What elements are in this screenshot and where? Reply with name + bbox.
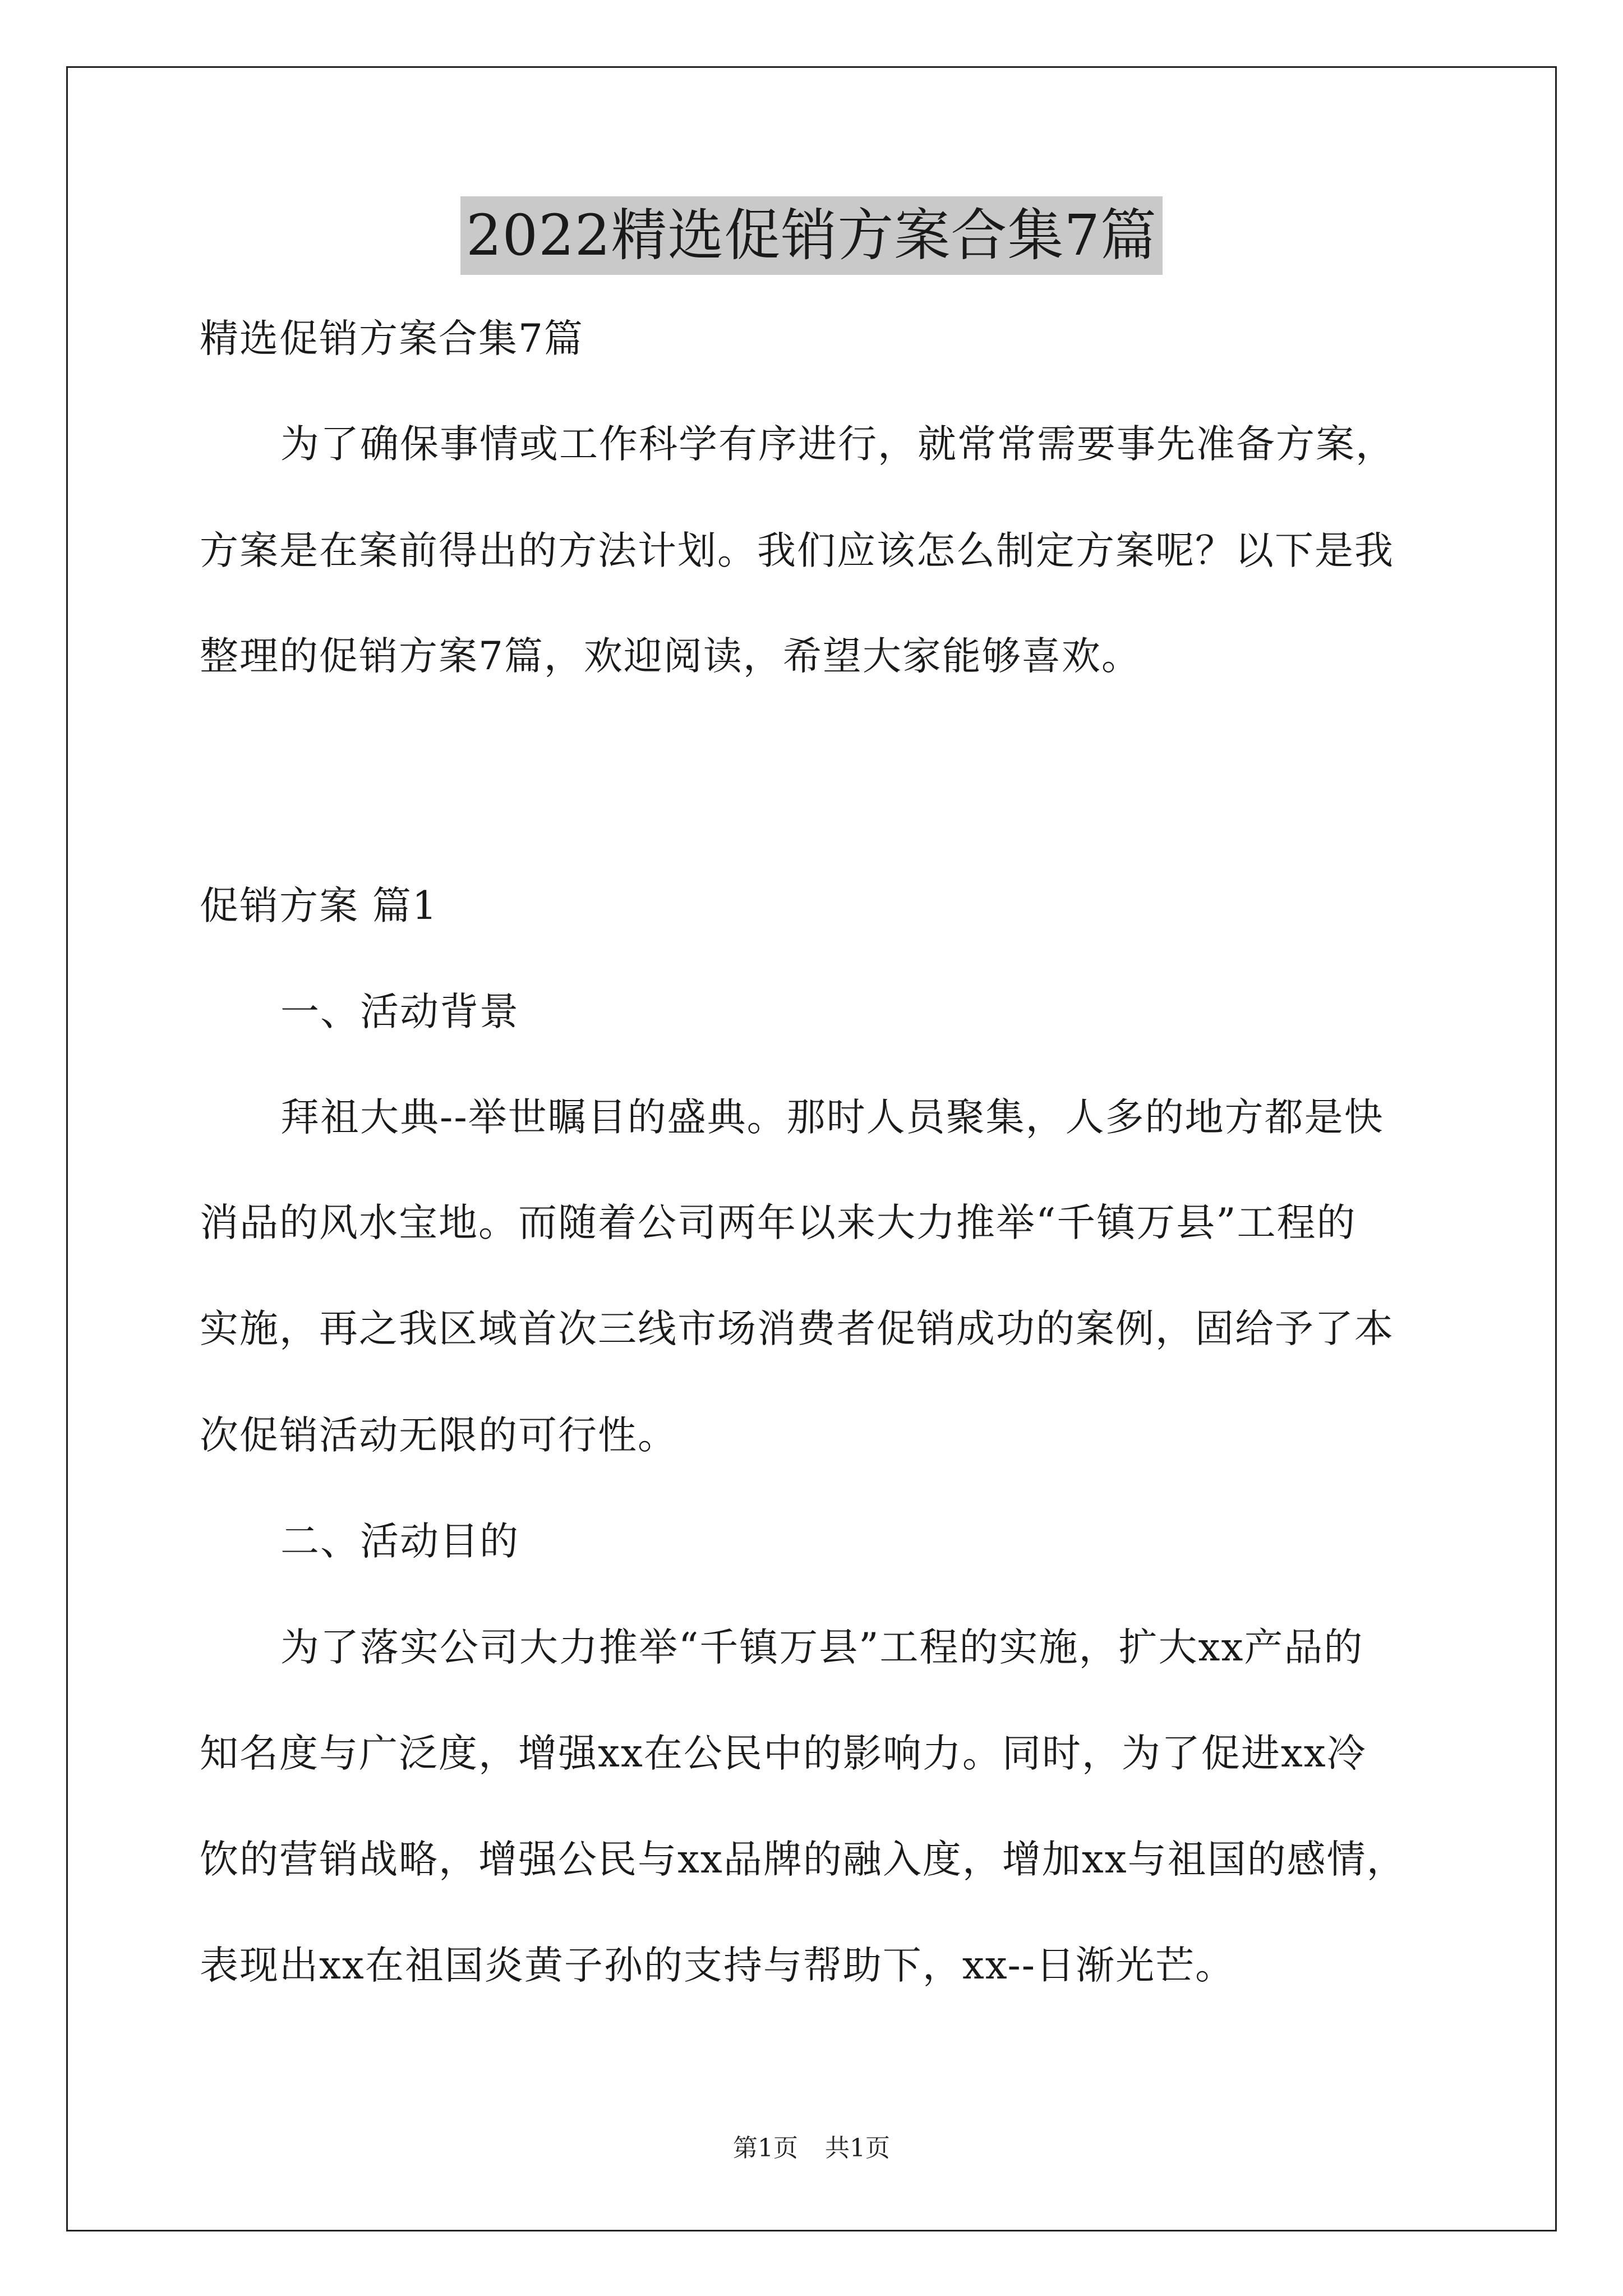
paragraph-line: 实施，再之我区域首次三线市场消费者促销成功的案例，固给予了本 [200, 1306, 1394, 1351]
page-total: 共1页 [825, 2134, 890, 2162]
document-subtitle: 精选促销方案合集7篇 [200, 316, 584, 361]
paragraph-line: 表现出xx在祖国炎黄子孙的支持与帮助下，xx--日渐光芒。 [200, 1943, 1235, 1988]
paragraph-line: 拜祖大典--举世瞩目的盛典。那时人员聚集，人多的地方都是快 [280, 1095, 1384, 1140]
paragraph-line: 为了落实公司大力推举“千镇万县”工程的实施，扩大xx产品的 [280, 1625, 1364, 1670]
page-footer [0, 2132, 1623, 2165]
document-title: 2022精选促销方案合集7篇 [460, 196, 1163, 275]
intro-line: 方案是在案前得出的方法计划。我们应该怎么制定方案呢？以下是我 [200, 528, 1394, 573]
page-border [66, 66, 1557, 2231]
paragraph-line: 饮的营销战略，增强公民与xx品牌的融入度，增加xx与祖国的感情， [200, 1837, 1407, 1882]
paragraph-line: 消品的风水宝地。而随着公司两年以来大力推举“千镇万县”工程的 [200, 1200, 1357, 1245]
paragraph-line: 次促销活动无限的可行性。 [200, 1413, 677, 1458]
part2-heading: 二、活动目的 [280, 1519, 519, 1564]
title-block [0, 196, 1623, 275]
intro-line: 整理的促销方案7篇，欢迎阅读，希望大家能够喜欢。 [200, 634, 1141, 679]
part1-heading: 一、活动背景 [280, 990, 519, 1034]
intro-line: 为了确保事情或工作科学有序进行，就常常需要事先准备方案， [280, 422, 1395, 467]
paragraph-line: 知名度与广泛度，增强xx在公民中的影响力。同时，为了促进xx冷 [200, 1731, 1367, 1776]
section-heading: 促销方案 篇1 [200, 884, 438, 928]
page-number: 第1页 [733, 2134, 798, 2162]
